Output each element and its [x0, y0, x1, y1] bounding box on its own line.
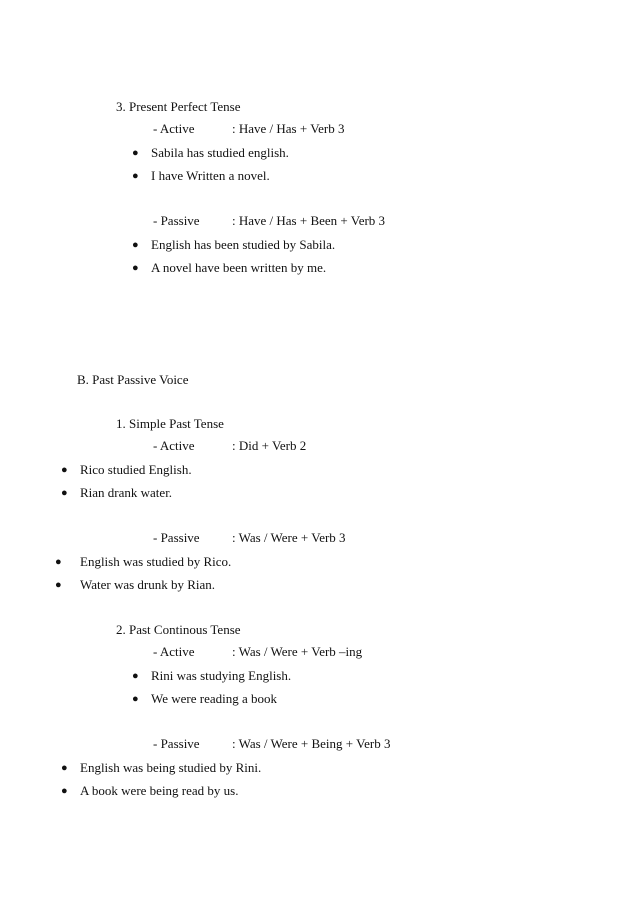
bullet-icon: ● — [132, 147, 139, 159]
bullet-icon: ● — [61, 762, 68, 774]
active-label: - Active — [153, 121, 195, 136]
passive-formula: : Have / Has + Been + Verb 3 — [232, 213, 386, 228]
bullet-icon: ● — [132, 693, 139, 705]
active-label: - Active — [153, 644, 195, 659]
bullet-icon: ● — [55, 556, 62, 568]
bullet-icon: ● — [132, 239, 139, 251]
list-item: English was studied by Rico. — [80, 554, 232, 569]
bullet-icon: ● — [132, 670, 139, 682]
active-label: - Active — [153, 438, 195, 453]
list-item: A book were being read by us. — [80, 783, 239, 798]
passive-label: - Passive — [153, 530, 200, 545]
active-formula: : Have / Has + Verb 3 — [232, 121, 345, 136]
section-heading-past-passive: B. Past Passive Voice — [77, 372, 189, 387]
passive-label: - Passive — [153, 736, 200, 751]
bullet-icon: ● — [55, 579, 62, 591]
bullet-icon: ● — [132, 262, 139, 274]
bullet-icon: ● — [61, 487, 68, 499]
bullet-icon: ● — [61, 464, 68, 476]
list-item: I have Written a novel. — [151, 168, 270, 183]
list-item: Rini was studying English. — [151, 668, 292, 683]
section-heading-past-continuous: 2. Past Continous Tense — [116, 622, 241, 637]
list-item: We were reading a book — [151, 691, 278, 706]
list-item: Sabila has studied english. — [151, 145, 289, 160]
list-item: English was being studied by Rini. — [80, 760, 262, 775]
section-heading-simple-past: 1. Simple Past Tense — [116, 416, 224, 431]
list-item: Water was drunk by Rian. — [80, 577, 216, 592]
bullet-icon: ● — [61, 785, 68, 797]
section-heading-present-perfect: 3. Present Perfect Tense — [116, 99, 241, 114]
active-formula: : Was / Were + Verb –ing — [232, 644, 363, 659]
list-item: Rian drank water. — [80, 485, 173, 500]
list-item: English has been studied by Sabila. — [151, 237, 336, 252]
active-formula: : Did + Verb 2 — [232, 438, 307, 453]
passive-label: - Passive — [153, 213, 200, 228]
list-item: A novel have been written by me. — [151, 260, 327, 275]
passive-formula: : Was / Were + Being + Verb 3 — [232, 736, 391, 751]
bullet-icon: ● — [132, 170, 139, 182]
list-item: Rico studied English. — [80, 462, 192, 477]
passive-formula: : Was / Were + Verb 3 — [232, 530, 346, 545]
